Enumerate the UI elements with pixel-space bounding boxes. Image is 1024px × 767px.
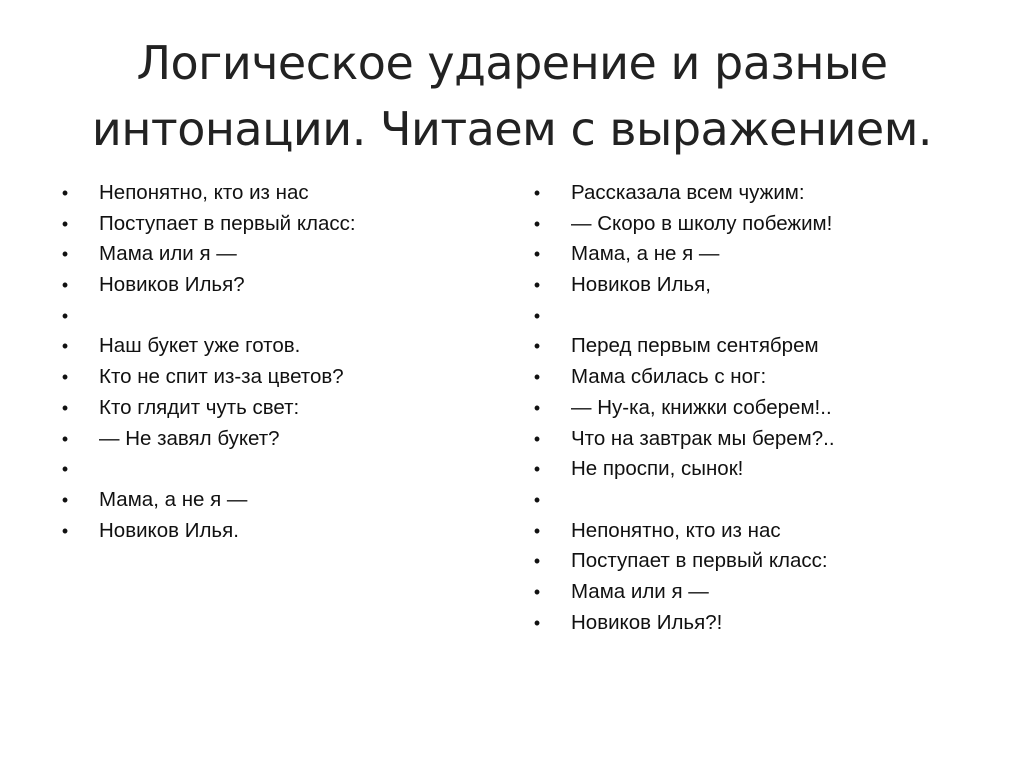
poem-line-text: Новиков Илья.: [99, 518, 239, 542]
poem-line: [58, 331, 478, 362]
bullet-icon: •: [533, 367, 541, 388]
poem-line-text: Новиков Илья,: [571, 273, 711, 297]
poem-line: [530, 454, 970, 485]
poem-line: [530, 546, 970, 577]
poem-line: [530, 270, 970, 301]
poem-line-text: Поступает в первый класс:: [99, 211, 356, 235]
poem-line: [530, 485, 970, 516]
poem-line-text: Рассказала всем чужим:: [571, 181, 805, 204]
bullet-icon: •: [533, 336, 541, 357]
bullet-icon: •: [61, 489, 69, 510]
poem-line: [58, 362, 478, 393]
bullet-icon: •: [533, 275, 541, 296]
poem-line: [530, 331, 970, 362]
poem-line: [530, 209, 970, 240]
bullet-icon: •: [533, 459, 541, 480]
bullet-icon: •: [533, 612, 541, 633]
poem-line-text: Поступает в первый класс:: [571, 549, 828, 573]
poem-line: [58, 485, 478, 516]
poem-line: [530, 577, 970, 608]
bullet-icon: •: [533, 305, 541, 326]
poem-line: [530, 393, 970, 424]
poem-line: [58, 393, 478, 424]
poem-line-text: Непонятно, кто из нас: [99, 181, 309, 204]
poem-line-text: Кто глядит чуть свет:: [99, 395, 300, 419]
bullet-icon: •: [533, 397, 541, 418]
bullet-icon: •: [533, 428, 541, 449]
bullet-icon: •: [533, 213, 541, 234]
bullet-icon: •: [533, 244, 541, 265]
bullet-icon: •: [533, 489, 541, 510]
poem-line: [530, 608, 970, 639]
bullet-icon: •: [61, 275, 69, 296]
poem-line-text: Мама или я —: [99, 242, 237, 266]
poem-line: [530, 516, 970, 547]
poem-line-text: Непонятно, кто из нас: [571, 518, 781, 542]
poem-line-text: Мама сбилась с ног:: [571, 365, 767, 389]
title-line-2: интонации. Читаем с выражением.: [91, 102, 933, 156]
bullet-icon: •: [533, 551, 541, 572]
bullet-icon: •: [61, 397, 69, 418]
bullet-icon: •: [61, 520, 69, 541]
left-poem-column: [58, 178, 478, 546]
poem-line: [58, 516, 478, 547]
bullet-icon: •: [61, 459, 69, 480]
right-poem-column: [530, 178, 970, 638]
bullet-icon: •: [61, 428, 69, 449]
poem-line: [58, 209, 478, 240]
bullet-icon: •: [533, 581, 541, 602]
poem-line: [530, 178, 970, 209]
bullet-icon: •: [533, 183, 541, 203]
bullet-icon: •: [61, 213, 69, 234]
poem-line: [58, 239, 478, 270]
poem-line: [530, 362, 970, 393]
bullet-icon: •: [61, 336, 69, 357]
poem-line: [58, 301, 478, 332]
poem-line-text: Мама, а не я —: [571, 242, 720, 266]
poem-line: [58, 178, 478, 209]
poem-line-text: Не проспи, сынок!: [571, 457, 744, 481]
poem-line-text: — Не завял букет?: [99, 426, 280, 450]
poem-line: [58, 454, 478, 485]
poem-line: [530, 424, 970, 455]
bullet-icon: •: [533, 520, 541, 541]
poem-line-text: Мама или я —: [571, 579, 709, 603]
poem-line-text: Что на завтрак мы берем?..: [571, 426, 835, 450]
bullet-icon: •: [61, 183, 69, 203]
poem-line: [58, 270, 478, 301]
poem-line-text: Перед первым сентябрем: [571, 334, 819, 358]
title-line-1: Логическое ударение и разные: [136, 36, 888, 90]
slide-title: [40, 30, 984, 162]
poem-line-text: Кто не спит из-за цветов?: [99, 365, 344, 389]
bullet-icon: •: [61, 305, 69, 326]
poem-line-text: — Ну-ка, книжки соберем!..: [571, 395, 832, 419]
poem-line: [58, 424, 478, 455]
bullet-icon: •: [61, 244, 69, 265]
poem-line-text: Новиков Илья?!: [571, 610, 723, 634]
poem-line: [530, 301, 970, 332]
poem-line-text: — Скоро в школу побежим!: [571, 211, 833, 235]
poem-line-text: Мама, а не я —: [99, 487, 248, 511]
bullet-icon: •: [61, 367, 69, 388]
poem-line-text: Наш букет уже готов.: [99, 334, 301, 358]
poem-line: [530, 239, 970, 270]
poem-line-text: Новиков Илья?: [99, 273, 245, 297]
